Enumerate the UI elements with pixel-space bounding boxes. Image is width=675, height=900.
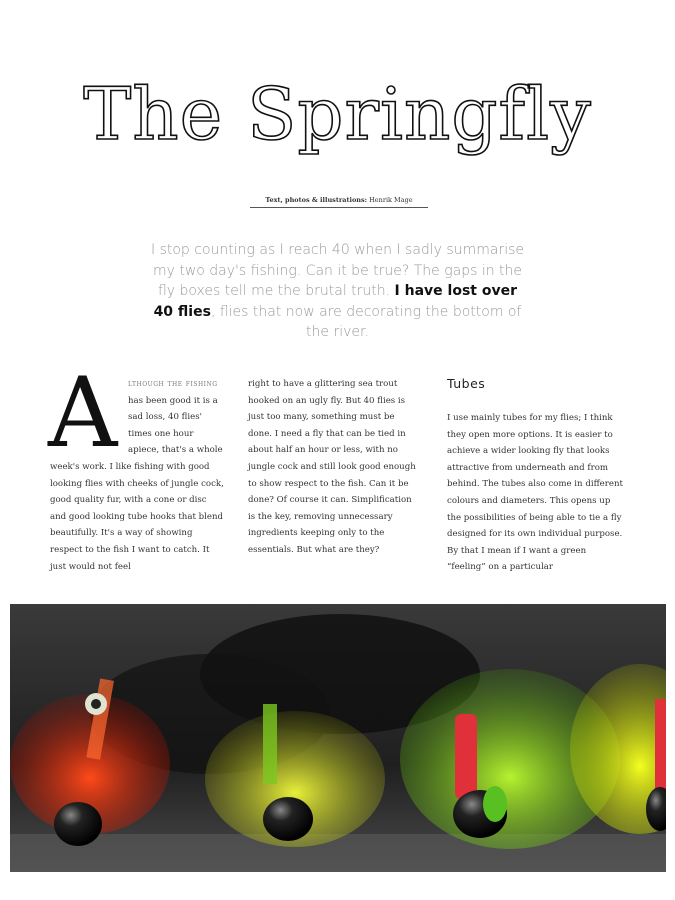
column-1-text: has been good it is a sad loss, 40 flies' times one hour apiece, that's a whole week's work. I like fishing with good looking flies with cheeks of jungle cock, good quality fur, with a cone or disc and good looking tube hooks that blend beautifully. It's a way of showing respect to the fish I want to catch. It just would not feel [50,395,224,572]
column-3-text: I use mainly tubes for my flies; I think they open more options. It is easier to achieve a wider looking fly that looks attractive from underneath and from behind. The tubes also come in different colours and diameters. This opens up the possibilities of being able to tie a fly designed for its own individual purpose. By that I mean if I want a green “feeling” on a particular [447,413,623,573]
lead-paragraph [150,240,525,343]
article-title: The Springfly [83,72,592,156]
flies-photo-illustration [10,604,666,872]
column-2-text: right to have a glittering sea trout hooked on an ugly fly. But 40 flies is just too many, something must be done. I need a fly that can be tied in about half an hour or less, with no jungle cock and still look good enough to show respect to the fish. Can it be done? Of course it can. Simplification is the key, removing unnecessary ingredients keeping only to the essentials. But what are they? [248,379,416,555]
body-column-1 [48,357,225,575]
smallcaps-opening: lthough the fishing [128,379,218,389]
byline-label: Text, photos & illustrations: [265,196,368,204]
section-heading-tubes: Tubes [447,376,486,391]
byline [250,196,428,208]
body-column-2 [248,376,418,559]
lead-text-end: , flies that now are decorating the bottom of the river. [210,303,522,340]
byline-author: Henrik Mage [369,196,413,204]
body-column-3 [447,410,627,576]
lead-text-start: I stop counting as I reach 40 when I sadly summarise my two day's fishing. Can it be true? The gaps in the fly boxes tell me the brutal truth. [150,242,524,299]
lead-bold-text: I have lost over 40 flies [153,283,517,320]
drop-cap: A [48,357,118,469]
flies-photo [10,604,666,872]
